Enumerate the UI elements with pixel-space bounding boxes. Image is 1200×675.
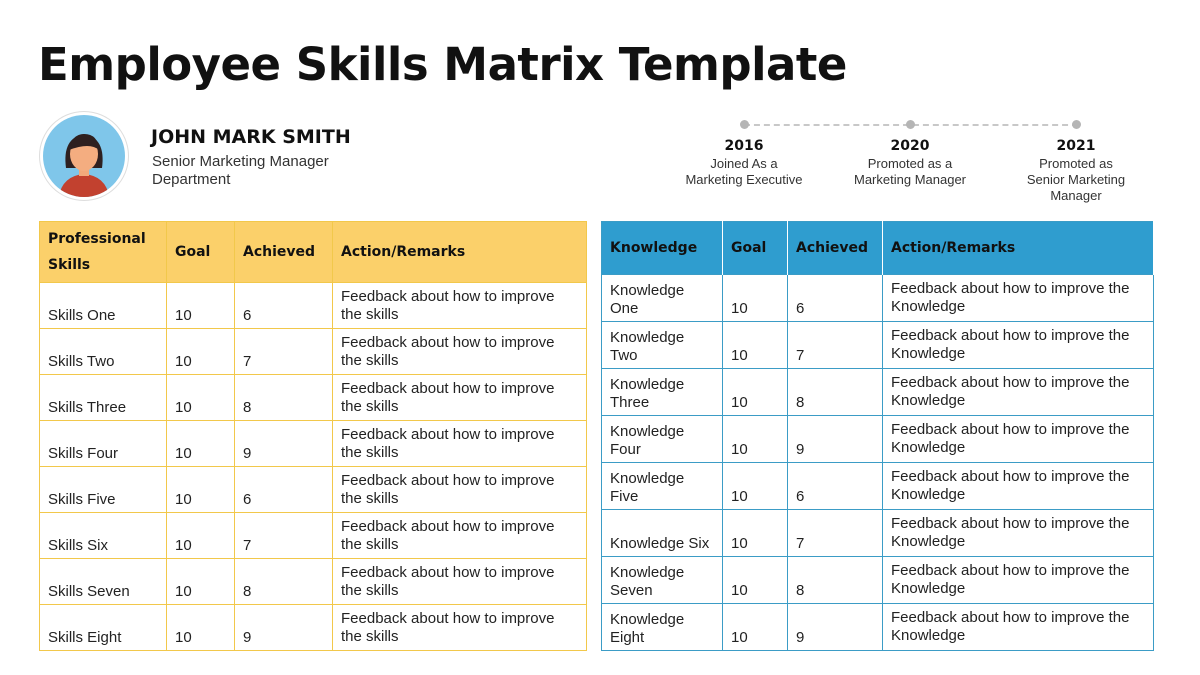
row-label: Skills Eight bbox=[40, 605, 167, 651]
row-label: Knowledge Six bbox=[602, 510, 723, 557]
timeline-item bbox=[1006, 118, 1146, 204]
timeline-desc-line: Promoted as bbox=[1039, 156, 1113, 171]
remark-cell: Feedback about how to improve the skills bbox=[333, 329, 587, 375]
row-label: Knowledge Three bbox=[602, 369, 723, 416]
table-row bbox=[40, 559, 587, 605]
row-label: Skills Two bbox=[40, 329, 167, 375]
table-row bbox=[40, 329, 587, 375]
remark-cell: Feedback about how to improve the Knowledge bbox=[883, 510, 1154, 557]
timeline-desc bbox=[840, 156, 980, 188]
goal-cell: 10 bbox=[167, 375, 235, 421]
remark-cell: Feedback about how to improve the Knowledge bbox=[883, 369, 1154, 416]
goal-cell: 10 bbox=[167, 421, 235, 467]
remark-cell: Feedback about how to improve the Knowledge bbox=[883, 275, 1154, 322]
row-label: Skills Seven bbox=[40, 559, 167, 605]
remark-cell: Feedback about how to improve the Knowledge bbox=[883, 416, 1154, 463]
goal-cell: 10 bbox=[723, 416, 788, 463]
achieved-cell: 8 bbox=[235, 559, 333, 605]
column-header-goal: Goal bbox=[167, 222, 235, 283]
achieved-cell: 6 bbox=[235, 283, 333, 329]
timeline-dot bbox=[740, 120, 749, 129]
timeline-desc-line: Promoted as a bbox=[867, 156, 953, 171]
goal-cell: 10 bbox=[723, 369, 788, 416]
row-label: Skills Four bbox=[40, 421, 167, 467]
table-row bbox=[602, 510, 1154, 557]
goal-cell: 10 bbox=[723, 557, 788, 604]
achieved-cell: 9 bbox=[788, 416, 883, 463]
goal-cell: 10 bbox=[167, 467, 235, 513]
timeline-year: 2016 bbox=[724, 138, 764, 154]
achieved-cell: 8 bbox=[788, 369, 883, 416]
achieved-cell: 7 bbox=[235, 513, 333, 559]
table-row bbox=[40, 467, 587, 513]
achieved-cell: 8 bbox=[235, 375, 333, 421]
column-header-goal: Goal bbox=[723, 222, 788, 275]
row-label: Skills Six bbox=[40, 513, 167, 559]
timeline-desc-line: Joined As a bbox=[710, 156, 778, 171]
goal-cell: 10 bbox=[723, 275, 788, 322]
table-row bbox=[602, 322, 1154, 369]
remark-cell: Feedback about how to improve the skills bbox=[333, 605, 587, 651]
goal-cell: 10 bbox=[167, 283, 235, 329]
row-label: Skills Five bbox=[40, 467, 167, 513]
table-row bbox=[602, 604, 1154, 651]
table-row bbox=[602, 275, 1154, 322]
timeline-year: 2021 bbox=[1056, 138, 1096, 154]
remark-cell: Feedback about how to improve the skills bbox=[333, 559, 587, 605]
achieved-cell: 6 bbox=[788, 463, 883, 510]
row-label: Knowledge Two bbox=[602, 322, 723, 369]
employee-role-line: Senior Marketing Manager bbox=[152, 153, 329, 170]
achieved-cell: 6 bbox=[235, 467, 333, 513]
row-label: Knowledge Five bbox=[602, 463, 723, 510]
timeline-desc bbox=[1006, 156, 1146, 204]
row-label: Knowledge Eight bbox=[602, 604, 723, 651]
table-row bbox=[602, 463, 1154, 510]
timeline-item bbox=[674, 118, 814, 188]
knowledge-table bbox=[601, 221, 1154, 651]
timeline-dot bbox=[906, 120, 915, 129]
achieved-cell: 9 bbox=[235, 421, 333, 467]
row-label: Knowledge Seven bbox=[602, 557, 723, 604]
table-header-row bbox=[602, 222, 1154, 275]
achieved-cell: 7 bbox=[788, 510, 883, 557]
table-header-row bbox=[40, 222, 587, 283]
goal-cell: 10 bbox=[723, 604, 788, 651]
achieved-cell: 9 bbox=[788, 604, 883, 651]
remark-cell: Feedback about how to improve the skills bbox=[333, 283, 587, 329]
career-timeline bbox=[670, 118, 1160, 208]
goal-cell: 10 bbox=[723, 463, 788, 510]
row-label: Knowledge One bbox=[602, 275, 723, 322]
column-header-knowledge: Knowledge bbox=[602, 222, 723, 275]
timeline-item bbox=[840, 118, 980, 188]
table-row bbox=[602, 369, 1154, 416]
table-row bbox=[602, 416, 1154, 463]
achieved-cell: 7 bbox=[788, 322, 883, 369]
timeline-desc-line: Marketing Manager bbox=[854, 172, 966, 187]
column-header-remarks: Action/Remarks bbox=[883, 222, 1154, 275]
goal-cell: 10 bbox=[167, 605, 235, 651]
page-title: Employee Skills Matrix Template bbox=[38, 38, 847, 91]
remark-cell: Feedback about how to improve the skills bbox=[333, 513, 587, 559]
remark-cell: Feedback about how to improve the Knowledge bbox=[883, 322, 1154, 369]
remark-cell: Feedback about how to improve the skills bbox=[333, 467, 587, 513]
goal-cell: 10 bbox=[167, 559, 235, 605]
row-label: Knowledge Four bbox=[602, 416, 723, 463]
timeline-year: 2020 bbox=[890, 138, 930, 154]
column-header-achieved: Achieved bbox=[235, 222, 333, 283]
timeline-desc-line: Manager bbox=[1050, 188, 1102, 203]
remark-cell: Feedback about how to improve the Knowledge bbox=[883, 557, 1154, 604]
timeline-dot bbox=[1072, 120, 1081, 129]
table-row bbox=[40, 283, 587, 329]
column-header-achieved: Achieved bbox=[788, 222, 883, 275]
achieved-cell: 6 bbox=[788, 275, 883, 322]
table-row bbox=[40, 375, 587, 421]
timeline-desc-line: Marketing Executive bbox=[685, 172, 803, 187]
remark-cell: Feedback about how to improve the Knowledge bbox=[883, 604, 1154, 651]
table-row bbox=[40, 605, 587, 651]
achieved-cell: 7 bbox=[235, 329, 333, 375]
timeline-desc-line: Senior Marketing bbox=[1026, 172, 1126, 187]
achieved-cell: 9 bbox=[235, 605, 333, 651]
table-row bbox=[602, 557, 1154, 604]
row-label: Skills One bbox=[40, 283, 167, 329]
employee-role bbox=[152, 153, 392, 189]
column-header-skills: Professional Skills bbox=[40, 222, 167, 283]
goal-cell: 10 bbox=[167, 329, 235, 375]
employee-department: Department bbox=[152, 171, 231, 188]
table-row bbox=[40, 513, 587, 559]
achieved-cell: 8 bbox=[788, 557, 883, 604]
goal-cell: 10 bbox=[723, 322, 788, 369]
employee-name: JOHN MARK SMITH bbox=[151, 126, 351, 148]
skills-table bbox=[39, 221, 587, 651]
avatar-icon bbox=[40, 112, 128, 200]
row-label: Skills Three bbox=[40, 375, 167, 421]
goal-cell: 10 bbox=[167, 513, 235, 559]
remark-cell: Feedback about how to improve the skills bbox=[333, 375, 587, 421]
remark-cell: Feedback about how to improve the skills bbox=[333, 421, 587, 467]
column-header-remarks: Action/Remarks bbox=[333, 222, 587, 283]
timeline-desc bbox=[674, 156, 814, 188]
table-row bbox=[40, 421, 587, 467]
goal-cell: 10 bbox=[723, 510, 788, 557]
remark-cell: Feedback about how to improve the Knowledge bbox=[883, 463, 1154, 510]
